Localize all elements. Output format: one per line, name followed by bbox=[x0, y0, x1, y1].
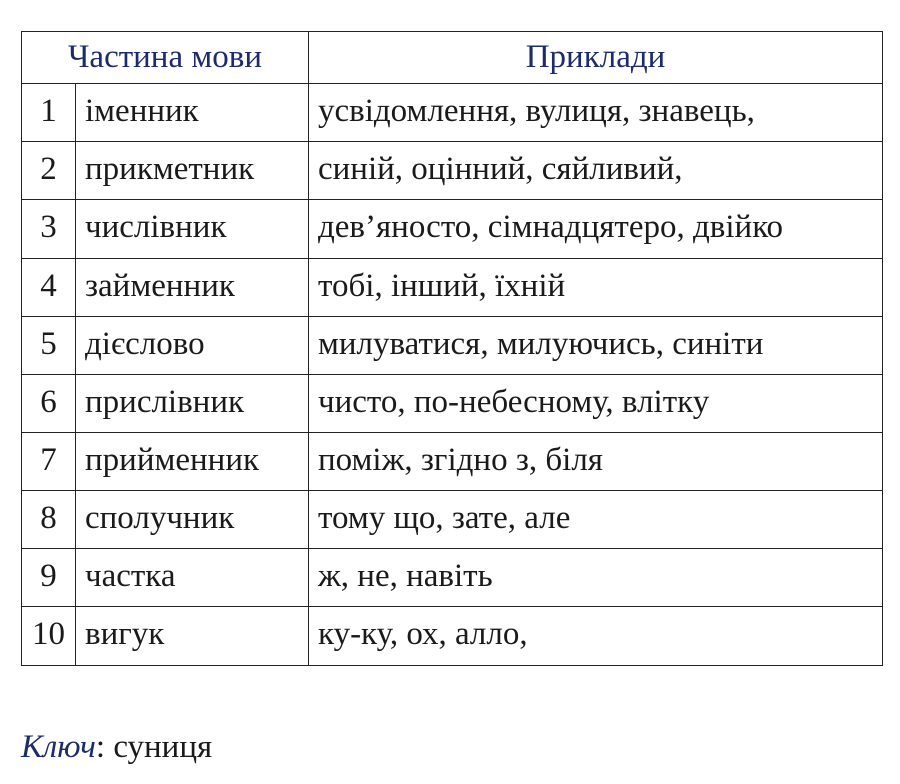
examples-cell: усвідомлення, вулиця, знавець, bbox=[309, 84, 883, 142]
row-number: 2 bbox=[22, 142, 76, 200]
part-of-speech-name: сполучник bbox=[76, 491, 309, 549]
row-number: 7 bbox=[22, 432, 76, 490]
examples-cell: дев’яносто, сімнадцятеро, двійко bbox=[309, 200, 883, 258]
examples-cell: милуватися, милуючись, синіти bbox=[309, 316, 883, 374]
table-header-row bbox=[22, 32, 883, 84]
part-of-speech-name: дієслово bbox=[76, 316, 309, 374]
examples-cell: чисто, по-небесному, влітку bbox=[309, 374, 883, 432]
part-of-speech-name: вигук bbox=[76, 607, 309, 665]
examples-cell: ж, не, навіть bbox=[309, 549, 883, 607]
row-number: 1 bbox=[22, 84, 76, 142]
table-row bbox=[22, 84, 883, 142]
header-part-of-speech: Частина мови bbox=[22, 32, 309, 84]
answer-key bbox=[21, 727, 212, 767]
row-number: 5 bbox=[22, 316, 76, 374]
row-number: 6 bbox=[22, 374, 76, 432]
table-row bbox=[22, 200, 883, 258]
key-value: суниця bbox=[113, 729, 213, 765]
row-number: 4 bbox=[22, 258, 76, 316]
examples-cell: тобі, інший, їхній bbox=[309, 258, 883, 316]
part-of-speech-name: прислівник bbox=[76, 374, 309, 432]
table-row bbox=[22, 142, 883, 200]
examples-cell: ку-ку, ох, алло, bbox=[309, 607, 883, 665]
part-of-speech-name: прикметник bbox=[76, 142, 309, 200]
row-number: 3 bbox=[22, 200, 76, 258]
parts-of-speech-table bbox=[21, 31, 883, 666]
examples-cell: тому що, зате, але bbox=[309, 491, 883, 549]
table-body bbox=[22, 84, 883, 665]
part-of-speech-name: прийменник bbox=[76, 432, 309, 490]
examples-cell: поміж, згідно з, біля bbox=[309, 432, 883, 490]
table-row bbox=[22, 258, 883, 316]
table-row bbox=[22, 316, 883, 374]
table-row bbox=[22, 432, 883, 490]
part-of-speech-name: іменник bbox=[76, 84, 309, 142]
part-of-speech-name: частка bbox=[76, 549, 309, 607]
table-row bbox=[22, 491, 883, 549]
key-separator: : bbox=[95, 729, 114, 765]
table-row bbox=[22, 374, 883, 432]
part-of-speech-name: числівник bbox=[76, 200, 309, 258]
table-row bbox=[22, 607, 883, 665]
row-number: 9 bbox=[22, 549, 76, 607]
examples-cell: синій, оцінний, сяйливий, bbox=[309, 142, 883, 200]
row-number: 8 bbox=[22, 491, 76, 549]
row-number: 10 bbox=[22, 607, 76, 665]
header-examples: Приклади bbox=[309, 32, 883, 84]
key-label: Ключ bbox=[21, 729, 96, 765]
part-of-speech-name: займенник bbox=[76, 258, 309, 316]
table-row bbox=[22, 549, 883, 607]
